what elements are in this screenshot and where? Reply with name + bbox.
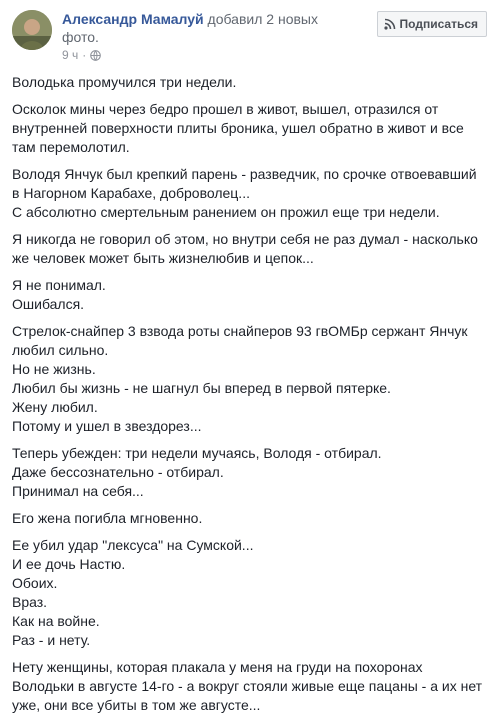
post-text-line: там перемолотил. [12,139,130,155]
post-text-line: Его жена погибла мгновенно. [12,510,203,526]
post-text-line: Я не понимал. [12,277,106,293]
post-paragraph [12,444,487,501]
post-paragraph [12,100,487,157]
post-text-line: Ошибался. [12,296,85,312]
post-text-line: Но не жизнь. [12,361,96,377]
post-text-line: Даже бессознательно - отбирал. [12,464,224,480]
post-text-line: Я никогда не говорил об этом, но внутри себя не раз думал - насколько [12,231,478,247]
separator-dot: · [82,48,87,62]
post-paragraph [12,509,487,528]
post-text-line: Потому и ушел в звездорез... [12,418,202,434]
post-text-line: Обоих. [12,575,58,591]
post-text-line: Раз - и нету. [12,632,91,648]
author-name[interactable]: Александр Мамалуй [62,11,204,27]
globe-icon[interactable] [90,50,101,61]
post-meta [62,10,352,62]
post-header [12,10,487,66]
post-text-line: Принимал на себя... [12,483,144,499]
post-text-line: Любил бы жизнь - не шагнул бы вперед в первой пятерке. [12,380,391,396]
post-text-line: Ее убил удар "лексуса" на Сумской... [12,537,254,553]
post-action-text: добавил 2 новых фото. [62,11,318,45]
post-paragraph [12,276,487,314]
post-text-line: Враз. [12,594,48,610]
post-text-line: в Нагорном Карабахе, доброволец... [12,185,250,201]
post-text-line: же человек может быть жизнелюбив и цепок... [12,250,314,266]
post-paragraph [12,230,487,268]
post-text-line: Володька промучился три недели. [12,74,237,90]
post-body [12,73,487,723]
post-text-line: Стрелок-снайпер 3 взвода роты снайперов 93 гвОМБр сержант Янчук [12,323,468,339]
post-paragraph [12,536,487,650]
post-headline [62,10,352,46]
post-text-line: И ее дочь Настю. [12,556,126,572]
author-avatar[interactable] [12,10,52,50]
post-timestamp-row [62,48,352,62]
post-text-line: Володьки в августе 14-го - а вокруг стояли живые еще пацаны - а их нет [12,678,483,694]
post-text-line: Володя Янчук был крепкий парень - разведчик, по срочке отвоевавший [12,166,477,182]
avatar-image [12,10,52,50]
post-paragraph [12,658,487,715]
post-text-line: Жену любил. [12,399,98,415]
rss-icon [384,18,396,30]
post-text-line: С абсолютно смертельным ранением он прожил еще три недели. [12,204,440,220]
post-text-line: внутренней поверхности плиты броника, ушел обратно в живот и все [12,120,464,136]
post-paragraph [12,322,487,436]
post-paragraph [12,73,487,92]
post-text-line: Нету женщины, которая плакала у меня на груди на похоронах [12,659,423,675]
post-text-line: Как на войне. [12,613,100,629]
post-text-line: Теперь убежден: три недели мучаясь, Володя - отбирал. [12,445,382,461]
post-text-line: любил сильно. [12,342,109,358]
post-paragraph [12,165,487,222]
post-text-line: Осколок мины через бедро прошел в живот, вышел, отразился от [12,101,439,117]
post-time[interactable]: 9 ч [62,48,79,62]
subscribe-label: Подписаться [399,17,478,31]
subscribe-button[interactable] [377,11,487,37]
post-text-line: уже, они все убиты в том же августе... [12,697,261,713]
